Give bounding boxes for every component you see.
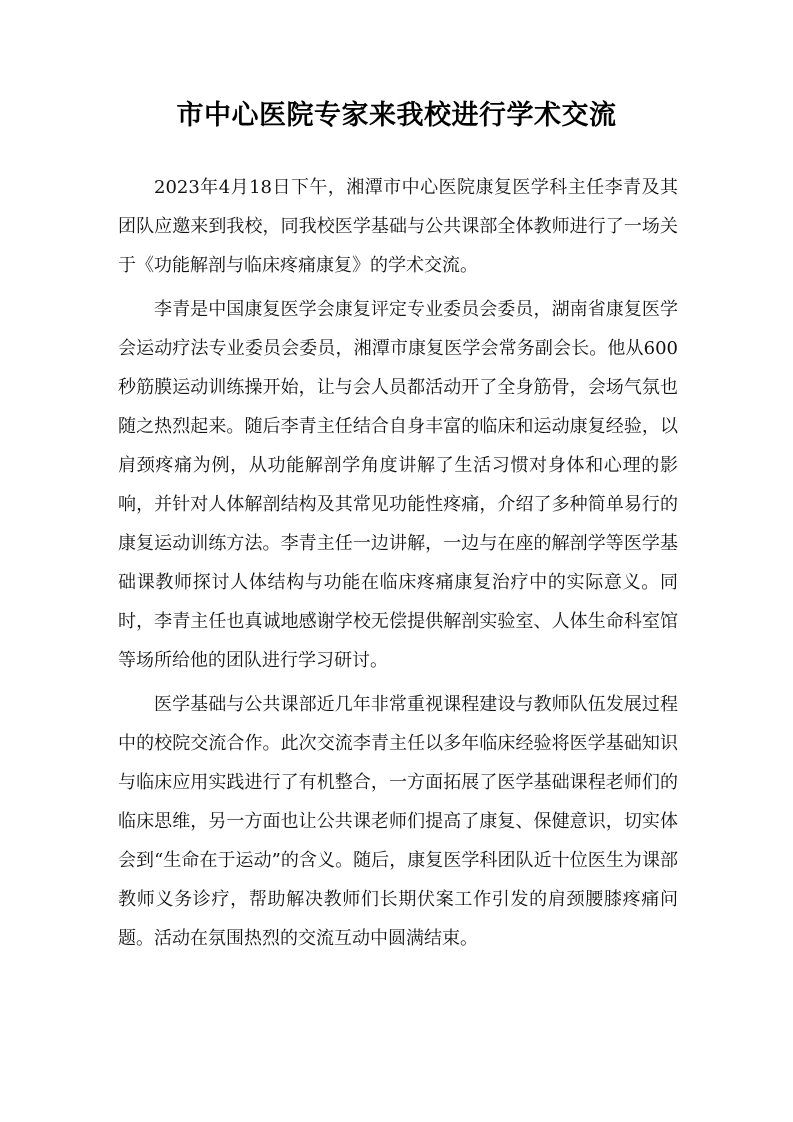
document-body xyxy=(118,168,678,963)
paragraph-2: 李青是中国康复医学会康复评定专业委员会委员，湖南省康复医学会运动疗法专业委员会委员，湘潭市康复医学会常务副会长。他从600秒筋膜运动训练操开始，让与会人员都活动开了全身筋骨，会场气氛也随之热烈起来。随后李青主任结合自身丰富的临床和运动康复经验，以肩颈疼痛为例，从功能解剖学角度讲解了生活习惯对身体和心理的影响，并针对人体解剖结构及其常见功能性疼痛，介绍了多种简单易行的康复运动训练方法。李青主任一边讲解，一边与在座的解剖学等医学基础课教师探讨人体结构与功能在临床疼痛康复治疗中的实际意义。同时，李青主任也真诚地感谢学校无偿提供解剖实验室、人体生命科室馆等场所给他的团队进行学习研讨。 xyxy=(118,299,678,671)
paragraph-1: 2023年4月18日下午，湘潭市中心医院康复医学科主任李青及其团队应邀来到我校，同我校医学基础与公共课部全体教师进行了一场关于《功能解剖与临床疼痛康复》的学术交流。 xyxy=(118,177,678,276)
document-title: 市中心医院专家来我校进行学术交流 xyxy=(176,100,617,131)
paragraph-3: 医学基础与公共课部近几年非常重视课程建设与教师队伍发展过程中的校院交流合作。此次交流李青主任以多年临床经验将医学基础知识与临床应用实践进行了有机整合，一方面拓展了医学基础课程老师们的临床思维，另一方面也让公共课老师们提高了康复、保健意识，切实体会到“生命在于运动”的含义。随后，康复医学科团队近十位医生为课部教师义务诊疗，帮助解决教师们长期伏案工作引发的肩颈腰膝疼痛问题。活动在氛围热烈的交流互动中圆满结束。 xyxy=(118,694,678,949)
